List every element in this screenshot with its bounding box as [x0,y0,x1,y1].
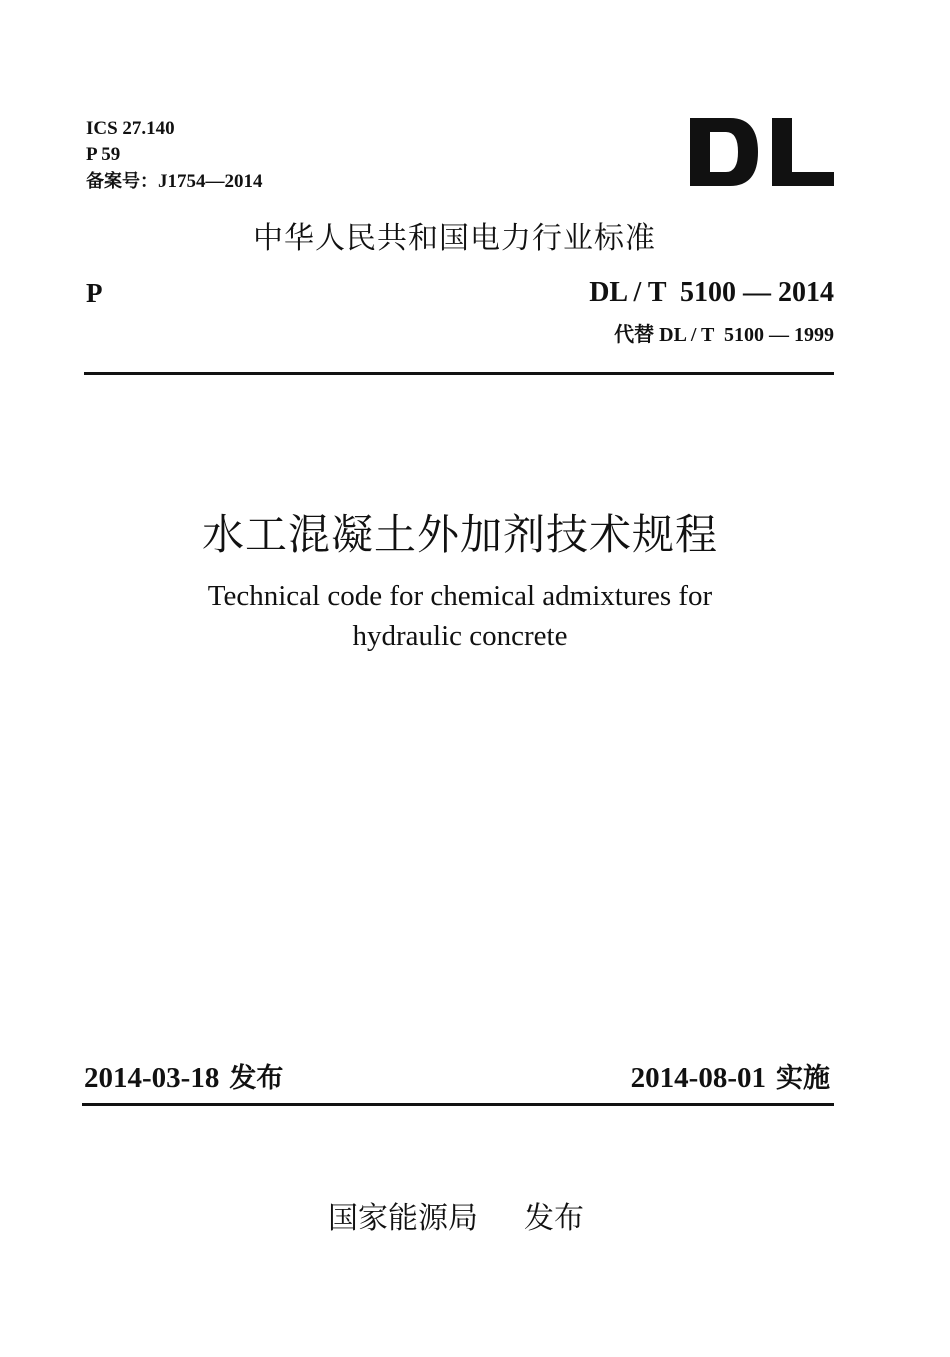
record-number [86,169,263,195]
replaces-standard: 代替 DL / T 5100 — 1999 [614,324,834,346]
title-english-line1: Technical code for chemical admixtures for [207,580,713,612]
implementation-date [631,1056,830,1095]
publisher-name: 国家能源局 [328,1201,478,1236]
classification-code: P 59 [86,144,121,165]
implementation-date-value: 2014-08-01 [630,1062,766,1094]
publisher-action: 发布 [524,1201,584,1236]
issue-date-label: 发布 [229,1063,284,1094]
publisher [328,1193,584,1237]
record-label: 备案号： [86,171,158,192]
record-value: J1754—2014 [158,171,263,192]
dl-logo [688,116,836,188]
issue-date-value: 2014-03-18 [84,1062,220,1094]
top-divider [84,372,834,375]
category-letter: P [86,278,103,308]
ics-code: ICS 27.140 [86,118,175,139]
standard-number: DL / T 5100 — 2014 [589,277,834,308]
title-chinese: 水工混凝土外加剂技术规程 [201,510,718,559]
title-english [0,576,920,656]
bottom-divider [82,1103,834,1106]
issue-date [84,1056,283,1095]
implementation-date-label: 实施 [776,1063,830,1094]
standard-type: 中华人民共和国电力行业标准 [253,221,656,256]
title-english-line2: hydraulic concrete [352,620,568,652]
